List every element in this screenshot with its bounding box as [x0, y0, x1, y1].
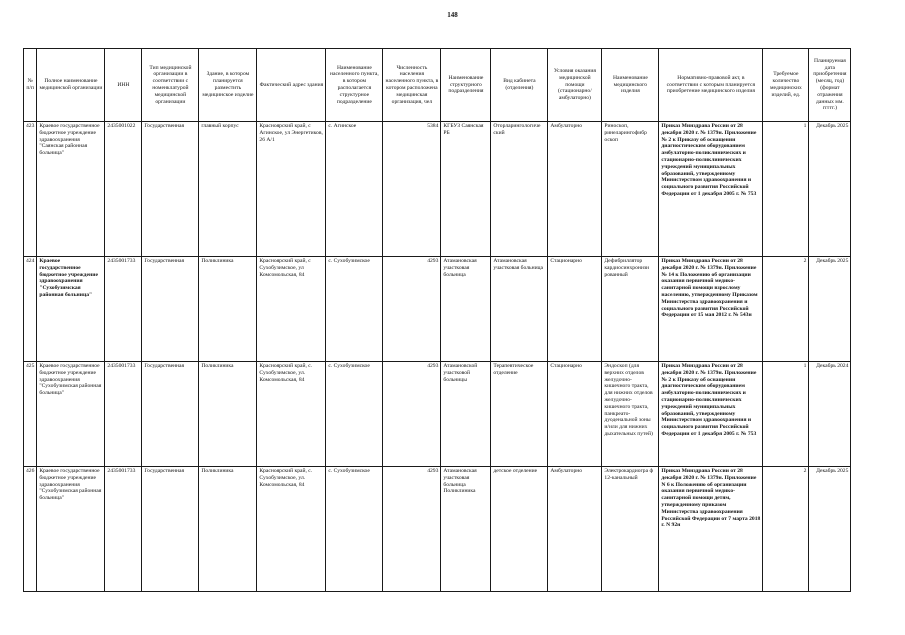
- settlement: с. Сухобузимское: [326, 257, 383, 362]
- col-header-date: Планируемая дата приобретения (месяц, год) (формат отражения данных мм. ггггг.): [809, 49, 851, 122]
- col-header-inn: ИНН: [105, 49, 142, 122]
- address: Красноярский край, с. Сухобузимское, ул. Комсомольская, 84: [257, 362, 326, 467]
- address: Красноярский край, с Сухобузимское, ул Комсомольская, 84: [257, 257, 326, 362]
- planned-date: Декабрь 2025: [809, 257, 851, 362]
- table-header-row: [24, 49, 851, 122]
- org-type: Государственная: [142, 467, 199, 592]
- legal-act: Приказ Минздрава России от 28 декабря 2020 г. № 1379н. Приложение № 2 к Приказу об оснащении диагностическим оборудованием амбулаторно-поликлинических и стационарно-поликлинических учреждений муниципальных образований, утвержденному Министерством здравоохранения и социального развития Российской Федерации от 1 декабря 2005 г. № 753: [659, 362, 763, 467]
- device-name: Электрокардиогра ф 12-канальный: [602, 467, 659, 592]
- quantity: 2: [763, 467, 809, 592]
- table-row: [24, 467, 851, 592]
- organization-name: Краевое государственное бюджетное учреждение здравоохранения "Саянская районная больница": [37, 122, 105, 257]
- col-header-population: Численность населения населенного пункта, в котором расположена медицинская организация, чел: [383, 49, 441, 122]
- quantity: 2: [763, 257, 809, 362]
- organization-name: Краевое государственное бюджетное учреждение здравоохранения "Сухобузимская районная больница": [37, 257, 105, 362]
- organization-name: Краевое государственное бюджетное учреждение здравоохранения "Сухобузимская районная больница": [37, 467, 105, 592]
- care-conditions: Стационарно: [548, 257, 602, 362]
- planned-date: Декабрь 2024: [809, 362, 851, 467]
- population: 4293: [383, 467, 441, 592]
- table-row: [24, 362, 851, 467]
- cabinet-type: Оторларингологиче ский: [491, 122, 548, 257]
- col-header-address: Фактический адрес здания: [257, 49, 326, 122]
- col-header-organization: Полное наименование медицинской организации: [37, 49, 105, 122]
- col-header-conditions: Условия оказания медицинской помощи (стационарно/амбулаторно): [548, 49, 602, 122]
- col-header-building: Здание, в котором планируется разместить медицинское изделие: [199, 49, 257, 122]
- settlement: с. Сухобузимское: [326, 362, 383, 467]
- population: 4293: [383, 362, 441, 467]
- address: Красноярский край, с. Сухобузимское, ул. Комсомольская, 84: [257, 467, 326, 592]
- planned-date: Декабрь 2025: [809, 122, 851, 257]
- cabinet-type: Атаманoвская участковая больница: [491, 257, 548, 362]
- row-number: 426: [24, 467, 37, 592]
- legal-act: Приказ Минздрава России от 28 декабря 2020 г. № 1379н. Приложение № 14 к Положению об организации оказания первичной медико-санитарной помощи взрослому населению, утвержденному Приказом Министерства здравоохранения и социального развития Российской Федерации от 15 мая 2012 г. № 543н: [659, 257, 763, 362]
- care-conditions: Амбулаторно: [548, 122, 602, 257]
- building: Поликлиника: [199, 467, 257, 592]
- col-header-device: Наименование медицинского изделия: [602, 49, 659, 122]
- inn: 2435001022: [105, 122, 142, 257]
- building: Поликлиника: [199, 362, 257, 467]
- address: Красноярский край, с Агинское, ул Энергетиков, 26 А/1: [257, 122, 326, 257]
- inn: 2435001733: [105, 362, 142, 467]
- structural-unit: КГБУЗ Саянская РБ: [441, 122, 491, 257]
- device-name: Дефибриллятор кардиосинхронизи рованный: [602, 257, 659, 362]
- table-row: [24, 257, 851, 362]
- col-header-quantity: Требуемое количество медицинских изделий, ед.: [763, 49, 809, 122]
- org-type: Государственная: [142, 122, 199, 257]
- planned-date: Декабрь 2025: [809, 467, 851, 592]
- settlement: с. Сухобузимское: [326, 467, 383, 592]
- col-header-settlement: Наименование населенного пункта, в котором располагается структурное подразделение: [326, 49, 383, 122]
- population: 5384: [383, 122, 441, 257]
- col-header-org-type: Тип медицинской организации в соответствии с номенклатурой медицинской организации: [142, 49, 199, 122]
- row-number: 424: [24, 257, 37, 362]
- org-type: Государственная: [142, 362, 199, 467]
- legal-act: Приказ Минздрава России от 28 декабря 2020 г. № 1379н. Приложение N 6 к Положению об организации оказания первичной медико-санитарной помощи детям, утвержденному приказом Министерства здравоохранения Российской Федерации от 7 марта 2018 г. N 92н: [659, 467, 763, 592]
- org-type: Государственная: [142, 257, 199, 362]
- quantity: 1: [763, 362, 809, 467]
- col-header-number: № п/п: [24, 49, 37, 122]
- structural-unit: Атаманoвская участковая больница: [441, 257, 491, 362]
- inn: 2435001733: [105, 257, 142, 362]
- row-number: 423: [24, 122, 37, 257]
- device-name: Эндоскоп (для верхних отделов желудочно-кишечного тракта, для нижних отделов желудочно-кишечного тракта, панкреато-дуоденальной зоны и/или для нижних дыхательных путей): [602, 362, 659, 467]
- row-number: 425: [24, 362, 37, 467]
- inn: 2435001733: [105, 467, 142, 592]
- settlement: с. Агинское: [326, 122, 383, 257]
- care-conditions: Амбулаторно: [548, 467, 602, 592]
- equipment-table: [23, 48, 851, 592]
- col-header-unit: Наименование структурного подразделения: [441, 49, 491, 122]
- care-conditions: Стационарно: [548, 362, 602, 467]
- table-row: [24, 122, 851, 257]
- cabinet-type: детское отделение: [491, 467, 548, 592]
- building: главный корпус: [199, 122, 257, 257]
- quantity: 1: [763, 122, 809, 257]
- building: Поликлиника: [199, 257, 257, 362]
- cabinet-type: Терапевтическое отделение: [491, 362, 548, 467]
- col-header-cabinet: Вид кабинета (отделения): [491, 49, 548, 122]
- organization-name: Краевое государственное бюджетное учреждение здравоохранения "Сухобузимская районная больница": [37, 362, 105, 467]
- page-number: 148: [447, 11, 458, 19]
- structural-unit: Атаманoвская участковая больница Поликлиника: [441, 467, 491, 592]
- device-name: Риноскоп, ринеларингофибр оскоп: [602, 122, 659, 257]
- col-header-legal-act: Нормативно-правовой акт, в соответствии с которым планируется приобретение медицинского изделия: [659, 49, 763, 122]
- legal-act: Приказ Минздрава России от 28 декабря 2020 г. № 1379н. Приложение № 2 к Приказу об оснащении диагностическим оборудованием амбулаторно-поликлинических и стационарно-поликлинических учреждений муниципальных образований, утвержденному Министерством здравоохранения и социального развития Российской Федерации от 1 декабря 2005 г. № 753: [659, 122, 763, 257]
- structural-unit: Атаманoвской участковой больницы: [441, 362, 491, 467]
- population: 4293: [383, 257, 441, 362]
